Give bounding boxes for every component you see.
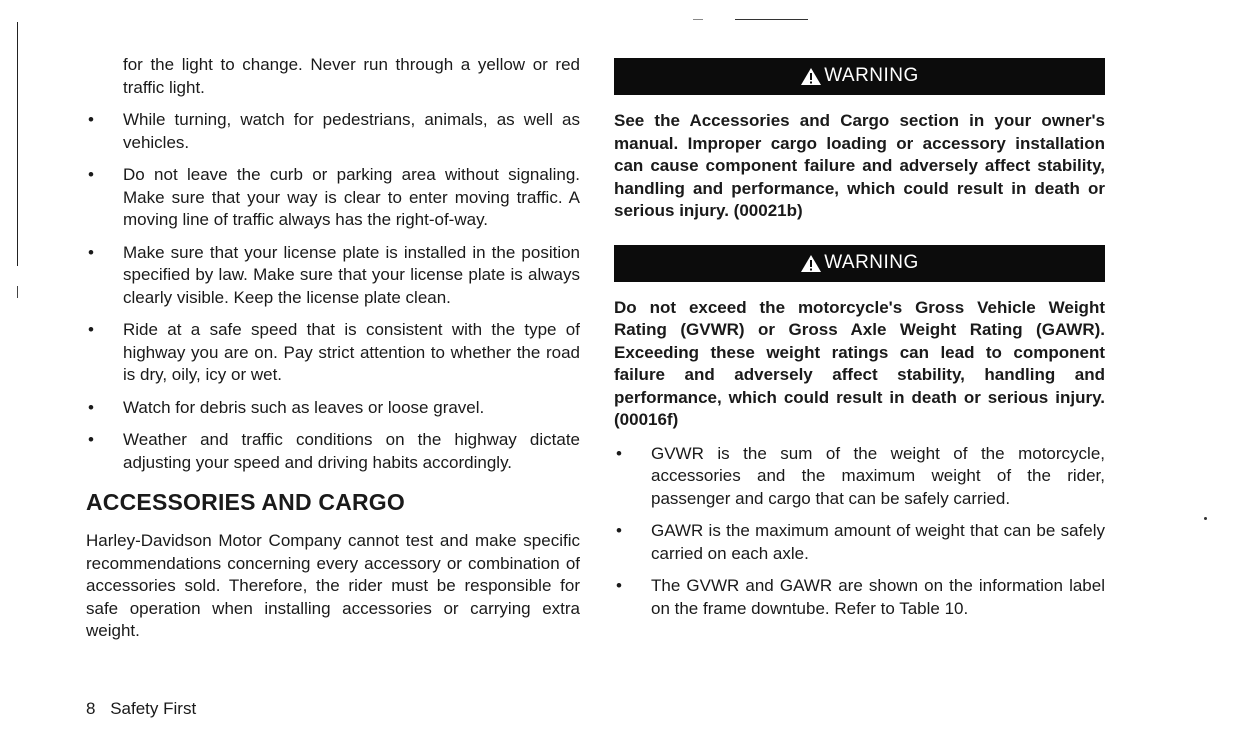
bullet-icon: • <box>88 165 94 184</box>
top-dash <box>693 19 703 20</box>
margin-tick <box>17 286 18 298</box>
left-column <box>86 54 580 643</box>
section-paragraph: Harley-Davidson Motor Company cannot test and make specific recommendations concerning every accessory or combination of accessories sold. Therefore, the rider must be responsible for safe operation when installing accessories or carrying extra weight. <box>86 531 580 640</box>
bullet-icon: • <box>88 430 94 449</box>
bullet-icon: • <box>616 576 622 595</box>
list-item <box>86 319 580 387</box>
warning-banner <box>614 245 1105 282</box>
bullet-icon: • <box>616 443 622 463</box>
right-column <box>614 58 1105 630</box>
left-bullet-list <box>86 109 580 474</box>
right-bullet-list <box>614 443 1105 621</box>
list-item <box>86 397 580 420</box>
warning-text: Do not exceed the motorcycle's Gross Vehicle Weight Rating (GVWR) or Gross Axle Weight Rating (GAWR). Exceeding these weight ratings can lead to component failure and adversely affect stability, handling and performance, which could result in death or serious injury. (00016f) <box>614 297 1105 429</box>
margin-line <box>17 22 18 266</box>
page-number: 8 <box>86 699 96 718</box>
list-item <box>86 429 580 474</box>
list-item-text: The GVWR and GAWR are shown on the information label on the frame downtube. Refer to Table 10. <box>651 576 1105 618</box>
bullet-icon: • <box>88 320 94 339</box>
list-item-text: Do not leave the curb or parking area without signaling. Make sure that your way is clear to enter moving traffic. A moving line of traffic always has the right-of-way. <box>123 165 580 229</box>
list-item <box>86 109 580 154</box>
warning-label: WARNING <box>824 65 919 87</box>
warning-label: WARNING <box>824 251 919 273</box>
list-item-text: GVWR is the sum of the weight of the motorcycle, accessories and the maximum weight of the rider, passenger and cargo that can be safely carried. <box>651 443 1105 508</box>
section-name: Safety First <box>110 699 197 718</box>
list-item-text: Make sure that your license plate is installed in the position specified by law. Make sure that your license plate is always clearly visible. Keep the license plate clean. <box>123 242 580 307</box>
bullet-icon: • <box>616 521 622 540</box>
list-item-text: Weather and traffic conditions on the highway dictate adjusting your speed and driving habits accordingly. <box>123 430 580 472</box>
list-item-text: GAWR is the maximum amount of weight that can be safely carried on each axle. <box>651 521 1105 563</box>
list-item <box>614 520 1105 565</box>
continuation-text: for the light to change. Never run through a yellow or red traffic light. <box>123 55 580 97</box>
section-heading: ACCESSORIES AND CARGO <box>86 489 405 515</box>
warning-triangle-icon <box>800 254 822 273</box>
list-item <box>86 164 580 232</box>
bullet-icon: • <box>88 242 94 262</box>
warning-banner <box>614 58 1105 95</box>
warning-text: See the Accessories and Cargo section in your owner's manual. Improper cargo loading or accessory installation can cause component failure and adversely affect stability, handling and performance, which could result in death or serious injury. (00021b) <box>614 111 1105 220</box>
list-item <box>614 443 1105 511</box>
top-rule <box>735 19 808 20</box>
list-item <box>614 575 1105 620</box>
warning-triangle-icon <box>800 67 822 86</box>
list-item-text: Watch for debris such as leaves or loose gravel. <box>123 397 485 417</box>
page-footer <box>86 698 196 720</box>
list-item-text: While turning, watch for pedestrians, animals, as well as vehicles. <box>123 110 580 152</box>
stray-dot <box>1204 517 1207 520</box>
list-item <box>86 242 580 310</box>
bullet-icon: • <box>88 110 94 129</box>
bullet-icon: • <box>88 397 94 417</box>
list-item-text: Ride at a safe speed that is consistent with the type of highway you are on. Pay strict attention to whether the road is dry, oily, icy or wet. <box>123 320 580 384</box>
